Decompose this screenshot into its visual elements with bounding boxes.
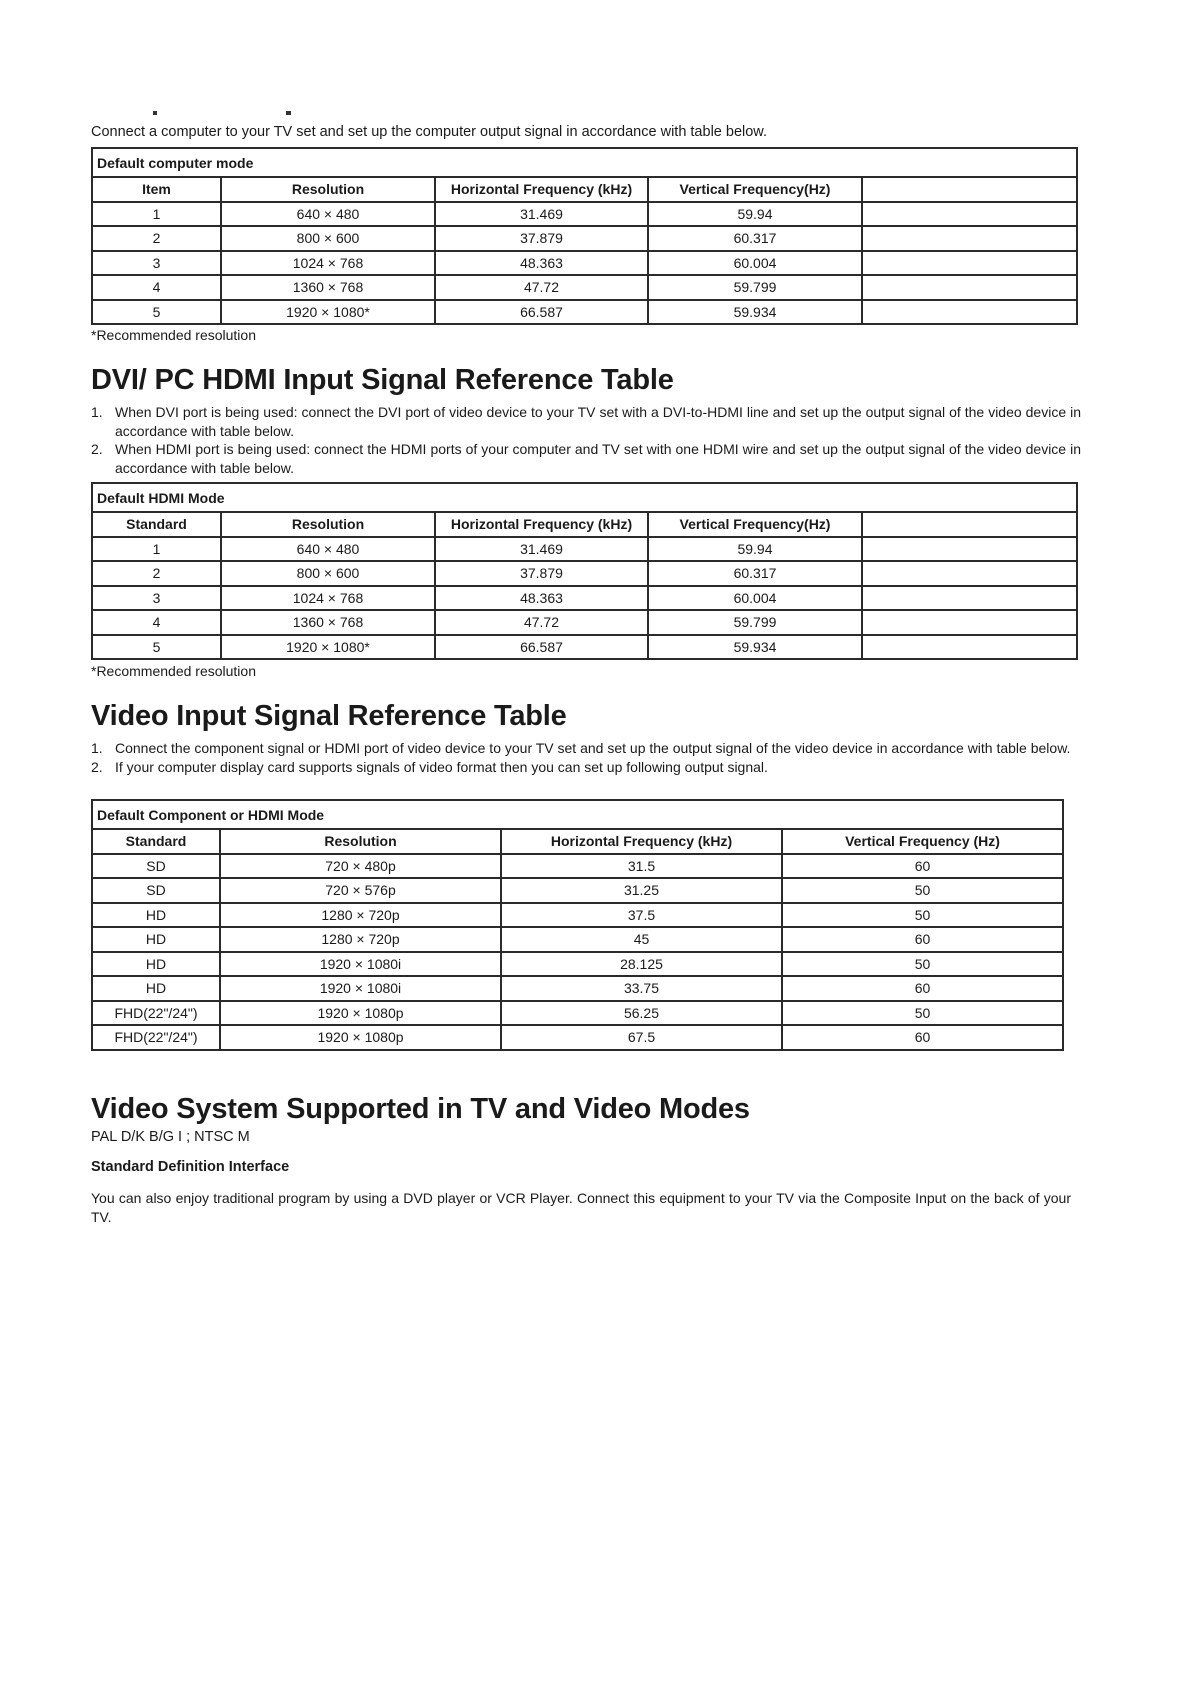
- table-cell: 37.879: [435, 226, 648, 251]
- table-row: [92, 1025, 1063, 1050]
- step-item: [91, 403, 1081, 440]
- computer-mode-table: [91, 147, 1078, 325]
- table-cell: 1024 × 768: [221, 251, 435, 276]
- table-cell: 59.799: [648, 275, 862, 300]
- table-row: [92, 976, 1063, 1001]
- table-cell: HD: [92, 927, 220, 952]
- table-cell: [862, 586, 1077, 611]
- table-cell: 60.317: [648, 226, 862, 251]
- dvi-steps-list: [91, 403, 1081, 477]
- column-header: Standard: [92, 512, 221, 537]
- table-cell: 1920 × 1080*: [221, 635, 435, 660]
- step-item: [91, 440, 1081, 477]
- column-header: [862, 177, 1077, 202]
- table-cell: 56.25: [501, 1001, 782, 1026]
- table-cell: 59.799: [648, 610, 862, 635]
- hdmi-mode-table: [91, 482, 1078, 660]
- supported-systems: PAL D/K B/G I ; NTSC M: [91, 1129, 250, 1145]
- table-row: [92, 952, 1063, 977]
- table-cell: 4: [92, 275, 221, 300]
- column-header: Standard: [92, 829, 220, 854]
- table-cell: [862, 561, 1077, 586]
- table-cell: 800 × 600: [221, 561, 435, 586]
- table-cell: 4: [92, 610, 221, 635]
- table-cell: 60.317: [648, 561, 862, 586]
- table-cell: 1: [92, 537, 221, 562]
- table-cell: 1360 × 768: [221, 275, 435, 300]
- table-cell: 60: [782, 854, 1063, 879]
- table-cell: [862, 226, 1077, 251]
- dvi-section-title: DVI/ PC HDMI Input Signal Reference Table: [91, 364, 674, 396]
- step-number: 1.: [91, 404, 103, 420]
- table-cell: 48.363: [435, 251, 648, 276]
- table-cell: 31.25: [501, 878, 782, 903]
- table-cell: 37.879: [435, 561, 648, 586]
- table-cell: [862, 202, 1077, 227]
- column-header: Vertical Frequency(Hz): [648, 512, 862, 537]
- table-cell: [862, 635, 1077, 660]
- table-row: [92, 202, 1077, 227]
- cropped-heading-remnant: [91, 103, 291, 115]
- table-cell: 59.94: [648, 537, 862, 562]
- table-row: [92, 251, 1077, 276]
- table-cell: [862, 300, 1077, 325]
- table-row: [92, 275, 1077, 300]
- table-cell: [862, 275, 1077, 300]
- table-cell: 3: [92, 251, 221, 276]
- table-row: [92, 300, 1077, 325]
- table-cell: 60.004: [648, 586, 862, 611]
- table-cell: 66.587: [435, 635, 648, 660]
- table-cell: 50: [782, 903, 1063, 928]
- table-caption: Default Component or HDMI Mode: [92, 800, 1063, 829]
- table-cell: 640 × 480: [221, 537, 435, 562]
- table-cell: 50: [782, 1001, 1063, 1026]
- table-cell: 59.94: [648, 202, 862, 227]
- table-cell: SD: [92, 878, 220, 903]
- table-cell: 31.469: [435, 537, 648, 562]
- table-cell: 33.75: [501, 976, 782, 1001]
- step-text: When HDMI port is being used: connect the HDMI ports of your computer and TV set with one HDMI wire and set up the output signal of the video device in accordance with table below.: [115, 441, 1081, 476]
- table-cell: 47.72: [435, 610, 648, 635]
- computer-intro: Connect a computer to your TV set and set up the computer output signal in accordance with table below.: [91, 124, 767, 140]
- table-cell: 1360 × 768: [221, 610, 435, 635]
- table-row: [92, 854, 1063, 879]
- column-header: Horizontal Frequency (kHz): [435, 512, 648, 537]
- table-cell: 28.125: [501, 952, 782, 977]
- table-cell: 1920 × 1080i: [220, 952, 501, 977]
- table-cell: 3: [92, 586, 221, 611]
- column-header: [862, 512, 1077, 537]
- table-header-row: [92, 177, 1077, 202]
- table-cell: 60: [782, 927, 1063, 952]
- step-number: 2.: [91, 441, 103, 457]
- table-cell: SD: [92, 854, 220, 879]
- step-number: 2.: [91, 758, 103, 775]
- table-cell: 2: [92, 226, 221, 251]
- column-header: Horizontal Frequency (kHz): [435, 177, 648, 202]
- step-item: [91, 758, 1081, 777]
- table-row: [92, 586, 1077, 611]
- table-cell: HD: [92, 903, 220, 928]
- table-cell: 1024 × 768: [221, 586, 435, 611]
- column-header: Vertical Frequency (Hz): [782, 829, 1063, 854]
- standard-definition-paragraph: You can also enjoy traditional program by using a DVD player or VCR Player. Connect this equipment to your TV via the Composite Input on the back of your TV.: [91, 1190, 1071, 1225]
- table-cell: 720 × 576p: [220, 878, 501, 903]
- table-cell: FHD(22"/24"): [92, 1025, 220, 1050]
- column-header: Resolution: [221, 177, 435, 202]
- table-cell: 59.934: [648, 635, 862, 660]
- table-cell: 60: [782, 976, 1063, 1001]
- table-row: [92, 635, 1077, 660]
- table-header-row: [92, 512, 1077, 537]
- standard-definition-heading: Standard Definition Interface: [91, 1159, 290, 1175]
- column-header: Resolution: [220, 829, 501, 854]
- table-cell: 1280 × 720p: [220, 903, 501, 928]
- step-number: 1.: [91, 740, 103, 756]
- table-caption: Default HDMI Mode: [92, 483, 1077, 512]
- table-row: [92, 878, 1063, 903]
- table-cell: 1: [92, 202, 221, 227]
- table-row: [92, 903, 1063, 928]
- table-cell: 60: [782, 1025, 1063, 1050]
- table-cell: 31.5: [501, 854, 782, 879]
- table-cell: 66.587: [435, 300, 648, 325]
- table-cell: 5: [92, 635, 221, 660]
- table-cell: 2: [92, 561, 221, 586]
- table-cell: [862, 251, 1077, 276]
- column-header: Horizontal Frequency (kHz): [501, 829, 782, 854]
- table-cell: HD: [92, 952, 220, 977]
- column-header: Resolution: [221, 512, 435, 537]
- table-caption: Default computer mode: [92, 148, 1077, 177]
- step-text: When DVI port is being used: connect the DVI port of video device to your TV set with a DVI-to-HDMI line and set up the output signal of the video device in accordance with table below.: [115, 404, 1081, 439]
- column-header: Vertical Frequency(Hz): [648, 177, 862, 202]
- step-item: [91, 739, 1081, 758]
- step-text: If your computer display card supports signals of video format then you can set up following output signal.: [115, 758, 768, 775]
- table-cell: 60.004: [648, 251, 862, 276]
- video-section-title: Video Input Signal Reference Table: [91, 700, 567, 732]
- table-row: [92, 1001, 1063, 1026]
- table-cell: 1920 × 1080p: [220, 1025, 501, 1050]
- table-cell: 1920 × 1080p: [220, 1001, 501, 1026]
- component-mode-table: [91, 799, 1064, 1051]
- table-cell: 31.469: [435, 202, 648, 227]
- video-system-title: Video System Supported in TV and Video Modes: [91, 1093, 750, 1125]
- table-header-row: [92, 829, 1063, 854]
- recommended-note: *Recommended resolution: [91, 663, 256, 679]
- table-cell: 50: [782, 878, 1063, 903]
- table-cell: 59.934: [648, 300, 862, 325]
- table-cell: [862, 537, 1077, 562]
- table-row: [92, 226, 1077, 251]
- table-cell: 1920 × 1080*: [221, 300, 435, 325]
- table-cell: [862, 610, 1077, 635]
- table-cell: 48.363: [435, 586, 648, 611]
- table-cell: 37.5: [501, 903, 782, 928]
- table-cell: 45: [501, 927, 782, 952]
- table-cell: 640 × 480: [221, 202, 435, 227]
- recommended-note: *Recommended resolution: [91, 327, 256, 343]
- table-row: [92, 610, 1077, 635]
- table-cell: 47.72: [435, 275, 648, 300]
- table-row: [92, 561, 1077, 586]
- table-cell: 800 × 600: [221, 226, 435, 251]
- video-steps-list: [91, 739, 1081, 776]
- table-cell: 50: [782, 952, 1063, 977]
- table-cell: 1280 × 720p: [220, 927, 501, 952]
- table-cell: 1920 × 1080i: [220, 976, 501, 1001]
- table-cell: HD: [92, 976, 220, 1001]
- table-row: [92, 927, 1063, 952]
- table-cell: 720 × 480p: [220, 854, 501, 879]
- table-cell: 67.5: [501, 1025, 782, 1050]
- table-row: [92, 537, 1077, 562]
- step-text: Connect the component signal or HDMI port of video device to your TV set and set up the output signal of the video device in accordance with table below.: [115, 740, 1071, 756]
- table-cell: FHD(22"/24"): [92, 1001, 220, 1026]
- column-header: Item: [92, 177, 221, 202]
- table-cell: 5: [92, 300, 221, 325]
